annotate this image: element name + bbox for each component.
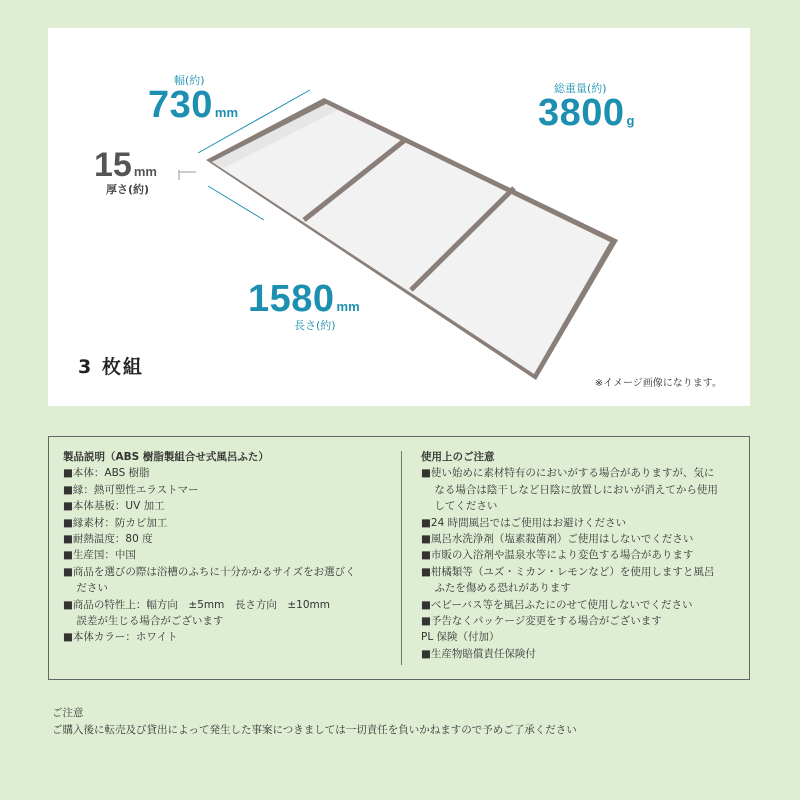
- notice-text: ご購入後に転売及び貸出によって発生した事案につきましては一切責任を負いかねますので予めご了承ください: [52, 724, 577, 736]
- product-description: [63, 449, 381, 646]
- usage-cautions: [421, 449, 739, 662]
- length-dimension: [248, 278, 360, 333]
- notice-title: ご注意: [52, 707, 84, 719]
- spec-item: ■本体：ABS 樹脂: [63, 467, 150, 480]
- weight-value: 3800: [538, 92, 625, 134]
- bath-cover: [206, 98, 618, 380]
- product-image-panel: [48, 28, 750, 406]
- weight-label: 総重量(約): [554, 82, 607, 95]
- caution-item: ■市販の入浴剤や温泉水等により変色する場合があります: [421, 549, 694, 562]
- set-count: 3 枚組: [78, 356, 144, 378]
- bottom-notice: [52, 705, 577, 739]
- thickness-label: 厚さ(約): [106, 183, 150, 196]
- spec-item: ■耐熱温度：80 度: [63, 533, 153, 546]
- width-value: 730: [148, 84, 213, 126]
- spec-divider: [401, 451, 402, 665]
- caution-item: ■ベビーバス等を風呂ふたにのせて使用しないでください: [421, 598, 693, 611]
- spec-item: ■生産国：中国: [63, 549, 136, 562]
- spec-item: ■縁素材：防カビ加工: [63, 516, 168, 529]
- caution-item: ■予告なくパッケージ変更をする場合がございます: [421, 615, 662, 628]
- length-value: 1580: [248, 278, 335, 320]
- width-unit: mm: [214, 105, 239, 120]
- caution-item: ■24 時間風呂ではご使用はお避けください: [421, 516, 627, 529]
- weight-unit: g: [626, 113, 635, 128]
- spec-item: ■商品を選びの際は浴槽のふちに十分かかるサイズをお選びく ださい: [63, 565, 356, 595]
- spec-item: ■縁：熱可塑性エラストマー: [63, 483, 199, 496]
- thickness-dimension: [94, 146, 157, 197]
- image-note: ※イメージ画像になります。: [594, 378, 722, 389]
- product-description-title: 製品説明（ABS 樹脂製組合せ式風呂ふた）: [63, 451, 269, 463]
- thickness-unit: mm: [133, 164, 157, 179]
- caution-item: ■生産物賠償責任保険付: [421, 647, 536, 660]
- spec-item: ■商品の特性上：幅方向 ±5mm 長さ方向 ±10mm 誤差が生じる場合がございます: [63, 598, 330, 628]
- caution-item: PL 保険（付加）: [421, 631, 500, 644]
- length-label: 長さ(約): [294, 319, 336, 332]
- caution-item: ■柑橘類等（ユズ・ミカン・レモンなど）を使用しますと風呂 ふたを傷める恐れがあります: [421, 565, 715, 595]
- spec-item: ■本体基板：UV 加工: [63, 500, 165, 513]
- length-unit: mm: [336, 299, 360, 314]
- weight-dimension: [538, 80, 635, 135]
- spec-item: ■本体カラー：ホワイト: [63, 631, 178, 644]
- width-label: 幅(約): [174, 74, 205, 87]
- spec-box: [48, 436, 750, 680]
- caution-item: ■風呂水洗浄剤（塩素殺菌剤）ご使用はしないでください: [421, 533, 694, 546]
- caution-item: ■使い始めに素材特有のにおいがする場合がありますが、気に なる場合は陰干しなど日陰に放置しにおいが消えてから使用 してください: [421, 467, 718, 513]
- usage-cautions-title: 使用上のご注意: [421, 451, 495, 463]
- thickness-value: 15: [94, 146, 132, 184]
- width-dimension: [148, 72, 238, 127]
